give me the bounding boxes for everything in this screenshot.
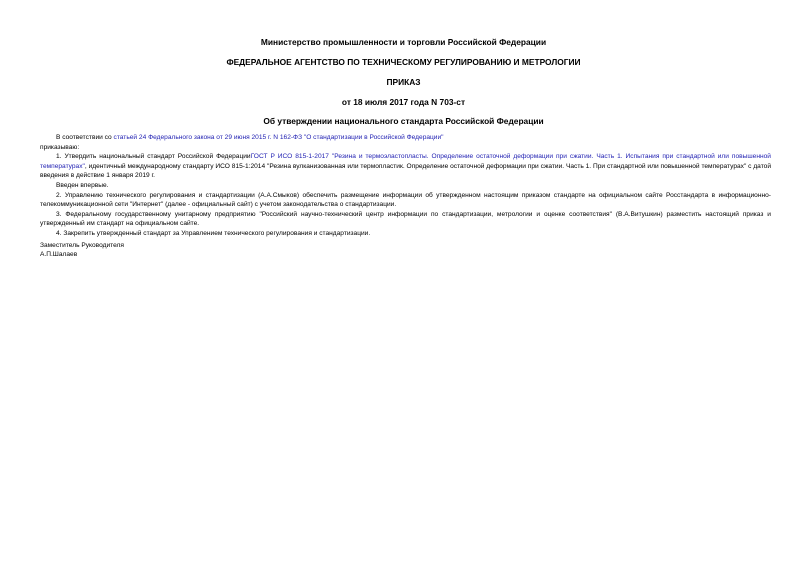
document-subject: Об утверждении национального стандарта Российской Федерации [263,116,544,126]
item-2-paragraph: 2. Управлению технического регулирования и стандартизации (А.А.Смыков) обеспечить размещение информации об утвержденном настоящим приказом стандарте на официальном сайте Росстандарта в информационно-телекоммуникационной сети "Интернет" (далее - официальный сайт) с учетом законодательства о стандартизации. [40,191,771,209]
gost-standard-link[interactable]: ГОСТ Р ИСО 815-1-2017 "Резина и термоэластопласты. Определение остаточной деформации при сжатии. Часть 1. Испытания при стандартной или повышенной температурах" [40,153,771,170]
first-time-note: Введен впервые. [56,181,109,189]
agency-heading: ФЕДЕРАЛЬНОЕ АГЕНТСТВО ПО ТЕХНИЧЕСКОМУ РЕГУЛИРОВАНИЮ И МЕТРОЛОГИИ [226,57,581,67]
document-date-number: от 18 июля 2017 года N 703-ст [341,97,466,107]
item-4-paragraph: 4. Закрепить утвержденный стандарт за Управлением технического регулирования и стандартизации. [56,229,371,237]
ministry-heading: Министерство промышленности и торговли Российской Федерации [260,37,547,47]
item-1-text: 1. Утвердить национальный стандарт Российской Федерации [56,153,251,161]
signature-position: Заместитель Руководителя [40,241,124,249]
federal-law-link[interactable]: статьей 24 Федерального закона от 29 июня 2015 г. N 162-ФЗ "О стандартизации в Российской Федерации" [113,134,444,141]
order-word: приказываю: [40,143,80,151]
intro-paragraph [40,133,771,143]
item-3-paragraph: 3. Федеральному государственному унитарному предприятию "Российский научно-технический центр информации по стандартизации, метрологии и оценке соответствия" (В.А.Витушкин) разместить настоящий приказ и утвержденный им стандарт на официальном сайте. [40,210,771,228]
signature-name: А.П.Шалаев [40,251,78,259]
item-1-rest: , идентичный международному стандарту ИСО 815-1:2014 "Резина вулканизованная или термопластик. Определение остаточной деформации при сжатии. Часть 1. При стандартной или повышенной температурах" с датой введения в действие 1 января 2019 г. [40,162,771,180]
document-body [40,133,771,260]
intro-text: В соответствии со [56,134,114,141]
item-1-paragraph [40,152,771,181]
document-type: ПРИКАЗ [386,77,421,87]
